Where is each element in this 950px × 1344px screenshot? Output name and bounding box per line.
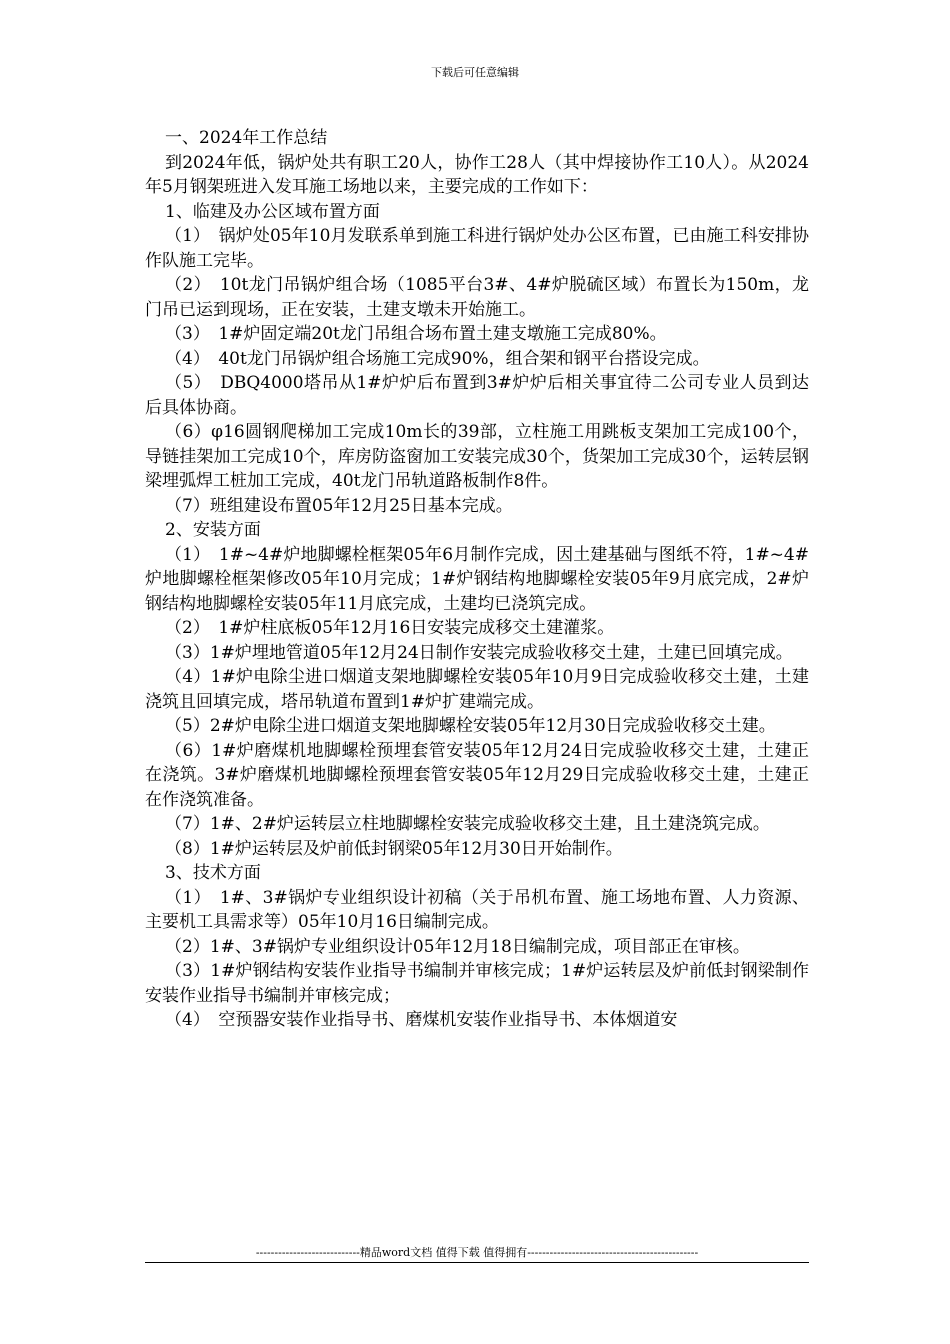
list-item: （4） 空预器安装作业指导书、磨煤机安装作业指导书、本体烟道安	[165, 1010, 678, 1030]
footer-divider	[145, 1262, 809, 1263]
subsection-title-installation: 2、安装方面	[165, 520, 261, 540]
list-item: （3） 1#炉固定端20t龙门吊组合场布置土建支墩施工完成80%。	[165, 324, 667, 344]
list-item: （1） 1#~4#炉地脚螺栓框架05年6月制作完成，因土建基础与图纸不符，1#~4#炉地脚螺栓框架修改05年10月完成；1#炉钢结构地脚螺栓安装05年9月底完成，2#炉钢结构地脚螺栓安装05年11月底完成，土建均已浇筑完成。	[145, 544, 809, 614]
page-header-note: 下载后可任意编辑	[431, 66, 519, 79]
list-item: （6）φ16圆钢爬梯加工完成10m长的39部，立柱施工用跳板支架加工完成100个，导链挂架加工完成10个，库房防盗窗加工安装完成30个，货架加工完成30个，运转层钢梁埋弧焊工桩加工完成，40t龙门吊轨道路板制作8件。	[145, 422, 809, 491]
list-item: （8）1#炉运转层及炉前低封钢梁05年12月30日开始制作。	[165, 838, 623, 859]
list-item: （2）1#、3#锅炉专业组织设计05年12月18日编制完成，项目部正在审核。	[165, 936, 750, 957]
list-item: （4）1#炉电除尘进口烟道支架地脚螺栓安装05年10月9日完成验收移交土建，土建浇筑且回填完成，塔吊轨道布置到1#炉扩建端完成。	[145, 667, 809, 712]
list-item: （5） DBQ4000塔吊从1#炉炉后布置到3#炉炉后相关事宜待二公司专业人员到达后具体协商。	[145, 373, 809, 418]
list-item: （6）1#炉磨煤机地脚螺栓预埋套管安装05年12月24日完成验收移交土建，土建正在浇筑。3#炉磨煤机地脚螺栓预埋套管安装05年12月29日完成验收移交土建，土建正在作浇筑准备。	[145, 740, 809, 810]
section-title: 一、2024年工作总结	[165, 128, 328, 148]
list-item: （2） 10t龙门吊锅炉组合场（1085平台3#、4#炉脱硫区域）布置长为150m，龙门吊已运到现场，正在安装，土建支墩未开始施工。	[145, 275, 809, 320]
list-item: （7）1#、2#炉运转层立柱地脚螺栓安装完成验收移交土建，且土建浇筑完成。	[165, 814, 770, 834]
list-item: （2） 1#炉柱底板05年12月16日安装完成移交土建灌浆。	[165, 618, 615, 638]
page-footer-note: ----------------------------精品word文档 值得下载 值得拥有----------------------------------------------	[255, 1246, 699, 1259]
list-item: （7）班组建设布置05年12月25日基本完成。	[165, 495, 513, 516]
intro-paragraph: 到2024年低，锅炉处共有职工20人，协作工28人（其中焊接协作工10人）。从2024年5月钢架班进入发耳施工场地以来，主要完成的工作如下：	[145, 152, 809, 197]
subsection-title-temporary-facilities: 1、临建及办公区域布置方面	[165, 201, 380, 222]
list-item: （1） 1#、3#锅炉专业组织设计初稿（关于吊机布置、施工场地布置、人力资源、主要机工具需求等）05年10月16日编制完成。	[145, 887, 809, 932]
subsection-title-technical: 3、技术方面	[165, 863, 261, 883]
list-item: （3）1#炉钢结构安装作业指导书编制并审核完成；1#炉运转层及炉前低封钢梁制作安装作业指导书编制并审核完成；	[145, 961, 809, 1006]
list-item: （3）1#炉埋地管道05年12月24日制作安装完成验收移交土建，土建已回填完成。	[165, 642, 793, 663]
document-body	[145, 126, 809, 1033]
list-item: （1） 锅炉处05年10月发联系单到施工科进行锅炉处办公区布置，已由施工科安排协作队施工完毕。	[145, 226, 809, 271]
list-item: （5）2#炉电除尘进口烟道支架地脚螺栓安装05年12月30日完成验收移交土建。	[165, 716, 776, 736]
list-item: （4） 40t龙门吊锅炉组合场施工完成90%，组合架和钢平台搭设完成。	[165, 348, 710, 369]
